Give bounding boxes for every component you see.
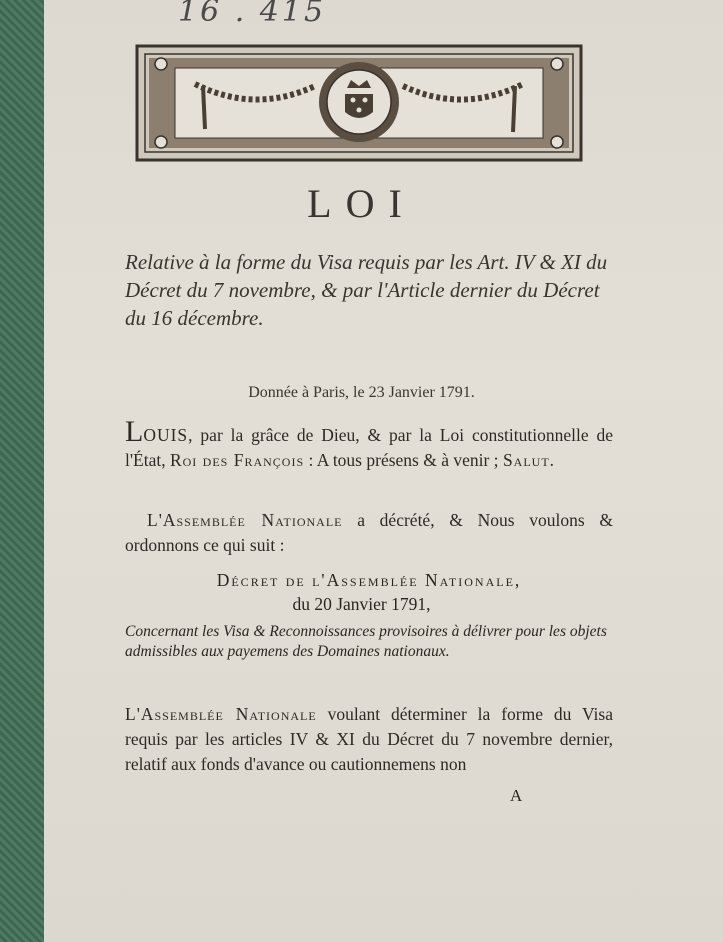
body-assembly-name: L'Assemblée Nationale [125,704,317,724]
dropcap-letter: L [125,415,144,448]
decree-heading: Décret de l'Assemblée Nationale, [216,570,522,590]
decree-date: du 20 Janvier 1791, [292,594,431,614]
document-title: LOI [307,181,416,226]
preamble-text: , par la grâce de Dieu, & par la Loi constitutionnelle de l'État, [125,425,613,470]
document-subtitle: Relative à la forme du Visa requis par les Art. IV & XI du Décret du 7 novembre, & par l'Article dernier du Décret du 16 décembre. [125,250,608,330]
decree-subject: Concernant les Visa & Reconnoissances provisoires à délivrer pour les objets admissibles aux payemens des Domaines nationaux. [125,623,607,660]
dated-line: Donnée à Paris, le 23 Janvier 1791. [248,384,475,401]
assembly-name: L'Assemblée Nationale [147,510,343,530]
royal-title: Roi des François [169,450,305,470]
body-text: voulant déterminer la forme du Visa requis par les articles IV & XI du Décret du 7 novembre dernier, relatif aux fonds d'avance ou cautionnemens non [125,704,613,774]
handwritten-catalog-number: 16 . 415 [178,0,327,29]
green-binding-strip [0,0,44,942]
preamble-lead: OUIS [143,425,189,445]
signature-mark: A [510,786,523,805]
salut: Salut. [502,450,556,470]
preamble-text-2: : A tous présens & à venir ; [304,450,503,470]
body-paragraph [125,702,613,777]
ornamental-header-engraving [135,44,583,162]
enactment-text: a décrété, & Nous voulons & ordonnons ce qui suit : [125,510,614,555]
royal-preamble [125,415,613,473]
enactment-paragraph [125,508,613,558]
